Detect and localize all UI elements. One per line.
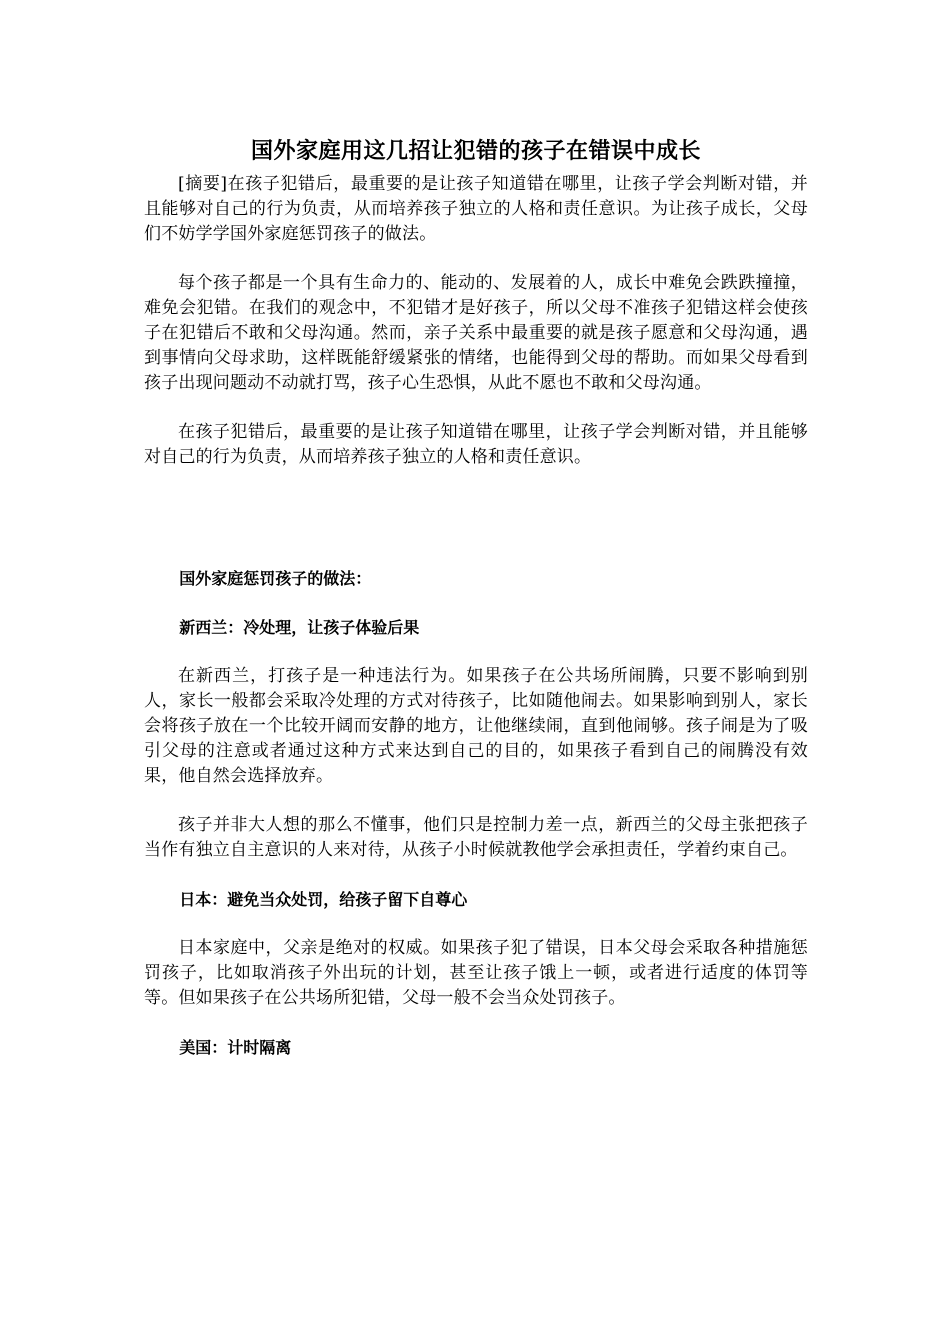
- document-body: [144, 136, 808, 1084]
- abstract-paragraph: [摘要]在孩子犯错后，最重要的是让孩子知道错在哪里，让孩子学会判断对错，并且能够对自己的行为负责，从而培养孩子独立的人格和责任意识。为让孩子成长，父母们不妨学学国外家庭惩罚孩子的做法。: [144, 174, 808, 244]
- document-title: 国外家庭用这几招让犯错的孩子在错误中成长: [250, 138, 701, 164]
- us-heading: 美国：计时隔离: [179, 1038, 292, 1057]
- intro-paragraph-1: 每个孩子都是一个具有生命力的、能动的、发展着的人，成长中难免会跌跌撞撞，难免会犯错。在我们的观念中，不犯错才是好孩子，所以父母不准孩子犯错这样会使孩子在犯错后不敢和父母沟通。然而，亲子关系中最重要的就是孩子愿意和父母沟通，遇到事情向父母求助，这样既能舒缓紧张的情绪，也能得到父母的帮助。而如果父母看到孩子出现问题动不动就打骂，孩子心生恐惧，从此不愿也不敢和父母沟通。: [144, 273, 808, 393]
- jp-paragraph-1: 日本家庭中，父亲是绝对的权威。如果孩子犯了错误，日本父母会采取各种措施惩罚孩子，比如取消孩子外出玩的计划，甚至让孩子饿上一顿，或者进行适度的体罚等等。但如果孩子在公共场所犯错，父母一般不会当众处罚孩子。: [144, 938, 808, 1008]
- nz-paragraph-1: 在新西兰，打孩子是一种违法行为。如果孩子在公共场所闹腾，只要不影响到别人，家长一般都会采取冷处理的方式对待孩子，比如随他闹去。如果影响到别人，家长会将孩子放在一个比较开阔而安静的地方，让他继续闹，直到他闹够。孩子闹是为了吸引父母的注意或者通过这种方式来达到自己的目的，如果孩子看到自己的闹腾没有效果，他自然会选择放弃。: [144, 666, 808, 786]
- nz-heading: 新西兰：冷处理，让孩子体验后果: [179, 618, 420, 637]
- blank-spacer: [144, 494, 808, 566]
- section-heading: 国外家庭惩罚孩子的做法：: [179, 569, 372, 588]
- nz-paragraph-2: 孩子并非大人想的那么不懂事，他们只是控制力差一点，新西兰的父母主张把孩子当作有独立自主意识的人来对待，从孩子小时候就教他学会承担责任，学着约束自己。: [144, 815, 808, 860]
- jp-heading: 日本：避免当众处罚，给孩子留下自尊心: [179, 890, 468, 909]
- intro-paragraph-2: 在孩子犯错后，最重要的是让孩子知道错在哪里，让孩子学会判断对错，并且能够对自己的行为负责，从而培养孩子独立的人格和责任意识。: [144, 422, 808, 467]
